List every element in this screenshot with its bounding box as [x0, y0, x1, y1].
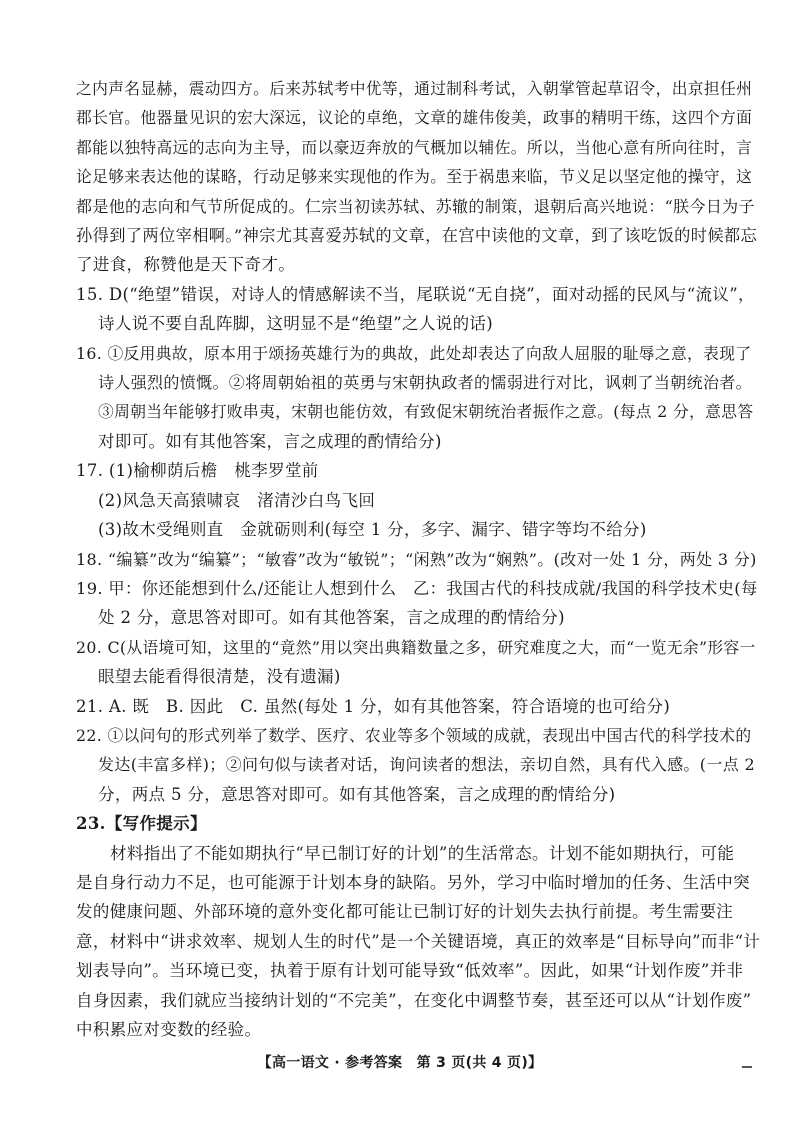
- text-line: 意，材料中“讲求效率、规划人生的时代”是一个关键语境，真正的效率是“目标导向”而非“计: [76, 931, 761, 951]
- text-line: 诗人强烈的愤慨。②将周朝始祖的英勇与宋朝执政者的懦弱进行对比，讽刺了当朝统治者。: [98, 373, 753, 393]
- text-line: (2)风急天高猿啸哀 渚清沙白鸟飞回: [98, 490, 376, 510]
- text-line: 郡长官。他器量见识的宏大深远，议论的卓绝，文章的雄伟俊美，政事的精明干练，这四个方面: [76, 108, 753, 128]
- text-line: 都是他的志向和气节所促成的。仁宗当初读苏轼、苏辙的制策，退朝后高兴地说：“朕今日为子: [76, 196, 755, 216]
- answer-16: 16. ①反用典故，原本用于颂扬英雄行为的典故，此处却表达了向敌人屈服的耻辱之意，表现了: [76, 343, 752, 363]
- answer-22: 22. ①以问句的形式列举了数学、医疗、农业等多个领域的成就，表现出中国古代的科学技术的: [76, 725, 752, 745]
- answer-20: 20. C(从语境可知，这里的“竟然”用以突出典籍数量之多，研究难度之大，而“一览无余”形容一: [76, 637, 756, 657]
- text-line: 都能以独特高远的志向为主导，而以豪迈奔放的气概加以辅佐。所以，当他心意有所向往时，言: [76, 137, 753, 157]
- text-line: 发的健康问题、外部环境的意外变化都可能让已制订好的计划失去执行前提。考生需要注: [76, 902, 734, 922]
- answer-23-heading: 23.【写作提示】: [76, 814, 207, 834]
- text-line: 了进食，称赞他是天下奇才。: [76, 255, 296, 275]
- text-line: 分，两点 5 分，意思答对即可。如有其他答案，言之成理的酌情给分): [98, 784, 616, 804]
- text-line: 对即可。如有其他答案，言之成理的酌情给分): [98, 431, 442, 451]
- footer-dash: [742, 1066, 752, 1068]
- text-line: 中积累应对变数的经验。: [76, 1020, 262, 1039]
- text-line: (3)故木受绳则直 金就砺则利(每空 1 分，多字、漏字、错字等均不给分): [98, 520, 647, 540]
- text-line: 论足够来表达他的谋略，行动足够来实现他的作为。至于祸患来临，节义足以坚定他的操守，这: [76, 167, 753, 187]
- answer-15: 15. D(“绝望”错误，对诗人的情感解读不当，尾联说“无自挠”，面对动摇的民风与“流议”，: [76, 284, 755, 304]
- page-footer: 【高一语文 · 参考答案 第 3 页(共 4 页)】: [257, 1055, 543, 1071]
- writing-tip-paragraph: 材料指出了不能如期执行“早已制订好的计划”的生活常态。计划不能如期执行，可能: [110, 843, 735, 863]
- text-line: 孙得到了两位宰相啊。”神宗尤其喜爱苏轼的文章，在宫中读他的文章，到了该吃饭的时候都忘: [76, 226, 758, 246]
- text-line: 是自身行动力不足，也可能源于计划本身的缺陷。另外，学习中临时增加的任务、生活中突: [76, 872, 750, 892]
- text-line: 发达(丰富多样)；②问句似与读者对话，询问读者的想法，亲切自然，具有代入感。(一点 2: [98, 755, 756, 775]
- text-line: 自身因素，我们就应当接纳计划的“不完美”，在变化中调整节奏，甚至还可以从“计划作废”: [76, 990, 752, 1010]
- answer-19: 19. 甲：你还能想到什么/还能让人想到什么 乙：我国古代的科技成就/我国的科学技术史(每: [76, 578, 758, 598]
- text-line: 眼望去能看得很清楚，没有遗漏): [98, 667, 341, 687]
- text-line: ③周朝当年能够打败串夷，宋朝也能仿效，有致促宋朝统治者振作之意。(每点 2 分，意思答: [98, 402, 754, 422]
- text-line: 划表导向”。当环境已变，执着于原有计划可能导致“低效率”。因此，如果“计划作废”并非: [76, 961, 744, 981]
- text-line: 处 2 分，意思答对即可。如有其他答案，言之成理的酌情给分): [98, 608, 565, 628]
- answer-21: 21. A. 既 B. 因此 C. 虽然(每处 1 分，如有其他答案，符合语境的也可给分): [76, 696, 671, 716]
- answer-17: 17. (1)榆柳荫后檐 桃李罗堂前: [76, 461, 319, 481]
- answer-18: 18. “编纂”改为“编纂”；“敏睿”改为“敏锐”；“闲熟”改为“娴熟”。(改对一处 1 分，两处 3 分): [76, 549, 757, 569]
- text-line: 之内声名显赫，震动四方。后来苏轼考中优等，通过制科考试，入朝掌管起草诏令，出京担任州: [76, 79, 753, 98]
- text-line: 诗人说不要自乱阵脚，这明显不是“绝望”之人说的话): [98, 314, 494, 334]
